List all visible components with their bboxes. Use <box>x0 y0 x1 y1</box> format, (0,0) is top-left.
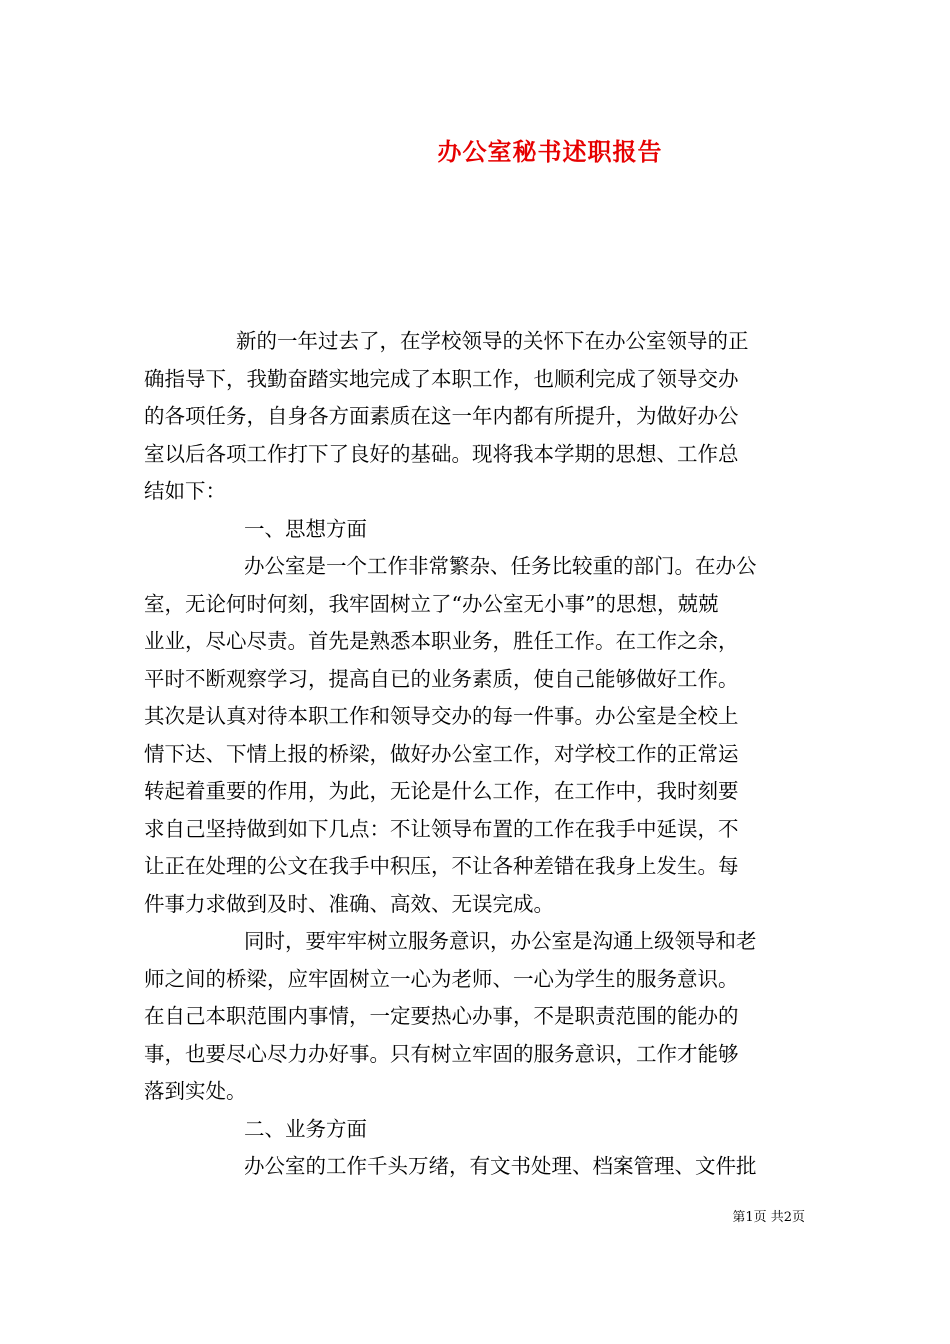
document-title: 办公室秘书述职报告 <box>437 137 663 166</box>
paragraph-line: 在自己本职范围内事情，一定要热心办事，不是职责范围的能办的 <box>144 1004 739 1028</box>
paragraph-line: 情下达、下情上报的桥梁，做好办公室工作，对学校工作的正常运 <box>144 741 739 766</box>
paragraph-line: 办公室是一个工作非常繁杂、任务比较重的部门。在办公 <box>244 554 757 578</box>
section-heading: 一、思想方面 <box>244 516 367 541</box>
paragraph-line: 业业，尽心尽责。首先是熟悉本职业务，胜任工作。在工作之余， <box>144 629 739 653</box>
paragraph-line: 求自己坚持做到如下几点：不让领导布置的工作在我手中延误，不 <box>144 816 739 841</box>
document-body <box>144 323 806 1186</box>
paragraph-line: 结如下： <box>144 479 226 503</box>
paragraph-line: 同时，要牢牢树立服务意识，办公室是沟通上级领导和老 <box>244 929 757 953</box>
paragraph-line: 室，无论何时何刻，我牢固树立了“办公室无小事”的思想，兢兢 <box>144 591 719 616</box>
paragraph-line: 转起着重要的作用，为此，无论是什么工作，在工作中，我时刻要 <box>144 779 739 803</box>
paragraph-line: 师之间的桥梁，应牢固树立一心为老师、一心为学生的服务意识。 <box>144 966 739 991</box>
paragraph-line: 平时不断观察学习，提高自已的业务素质，使自己能够做好工作。 <box>144 666 739 691</box>
paragraph-line: 新的一年过去了，在学校领导的关怀下在办公室领导的正 <box>236 329 749 353</box>
paragraph-line: 件事力求做到及时、准确、高效、无误完成。 <box>144 891 554 916</box>
paragraph-line: 其次是认真对待本职工作和领导交办的每一件事。办公室是全校上 <box>144 704 739 728</box>
section-heading: 二、业务方面 <box>244 1116 367 1141</box>
paragraph-line: 落到实处。 <box>144 1079 247 1103</box>
paragraph-line: 办公室的工作千头万绪，有文书处理、档案管理、文件批 <box>244 1154 757 1178</box>
paragraph-line: 确指导下，我勤奋踏实地完成了本职工作，也顺利完成了领导交办 <box>144 366 739 391</box>
paragraph-line: 事，也要尽心尽力办好事。只有树立牢固的服务意识，工作才能够 <box>144 1041 739 1066</box>
paragraph-line: 室以后各项工作打下了良好的基础。现将我本学期的思想、工作总 <box>144 441 739 466</box>
paragraph-line: 的各项任务，自身各方面素质在这一年内都有所提升，为做好办公 <box>144 404 739 428</box>
page-number-footer: 第1页 共2页 <box>732 1210 805 1225</box>
paragraph-line: 让正在处理的公文在我手中积压，不让各种差错在我身上发生。每 <box>144 854 739 878</box>
